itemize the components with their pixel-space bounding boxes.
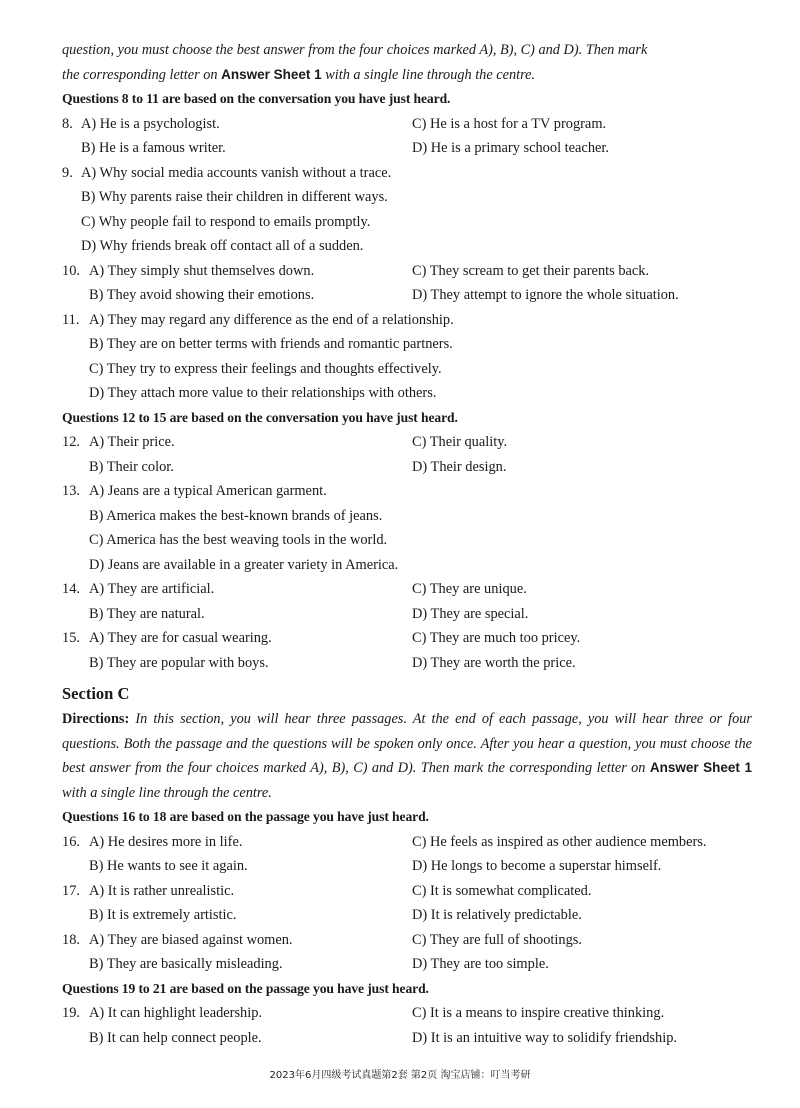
question-12-row-1	[62, 430, 752, 455]
question-group-header: Questions 12 to 15 are based on the conversation you have just heard.	[62, 409, 458, 425]
question-13-row-2	[62, 504, 752, 529]
question-19-row-1	[62, 1001, 752, 1026]
option-d[interactable]: D) It is relatively predictable.	[412, 907, 582, 923]
question-16-row-1	[62, 830, 752, 855]
option-c[interactable]: C) They try to express their feelings and thoughts effectively.	[89, 360, 442, 377]
page-footer: 2023年6月四级考试真题第2套 第2页 淘宝店铺：叮当考研	[269, 1070, 531, 1081]
question-11-row-2	[62, 332, 752, 357]
question-number: 18.	[62, 931, 80, 948]
question-11-row-4	[62, 381, 752, 406]
directions-text: with a single line through the centre.	[62, 784, 272, 801]
option-b[interactable]: B) It is extremely artistic.	[89, 907, 237, 923]
question-number: 17.	[62, 882, 80, 899]
option-a[interactable]: A) They may regard any difference as the end of a relationship.	[89, 311, 454, 328]
directions-text: the corresponding letter on	[62, 66, 222, 83]
option-a[interactable]: A) They are artificial.	[89, 581, 215, 597]
option-b[interactable]: B) He wants to see it again.	[89, 858, 248, 874]
question-18-row-1	[62, 928, 752, 953]
option-d[interactable]: D) Why friends break off contact all of a sudden.	[81, 238, 364, 254]
question-11-row-1	[62, 308, 752, 333]
question-number: 15.	[62, 630, 80, 646]
directions-label: Directions:	[62, 711, 130, 727]
option-b[interactable]: B) It can help connect people.	[89, 1029, 262, 1046]
option-c[interactable]: C) They are full of shootings.	[412, 931, 582, 948]
directions-continued-line-2	[62, 63, 752, 88]
option-d[interactable]: D) It is an intuitive way to solidify friendship.	[412, 1029, 677, 1046]
directions-text: with a single line through the centre.	[321, 66, 536, 83]
option-d[interactable]: D) They are too simple.	[412, 956, 549, 972]
option-a[interactable]: A) Jeans are a typical American garment.	[89, 483, 327, 499]
question-10-row-1	[62, 259, 752, 284]
question-17-row-1	[62, 879, 752, 904]
question-number: 10.	[62, 262, 80, 279]
directions-text: In this section, you will hear three passages. At the end of each passage, you will hear three or four questions. Both the passage and the questions will be spoken only once. After you hear a question, you must choose the best answer from the four choices marked A), B), C) and D). Then mark the corresponding letter on	[62, 711, 752, 776]
question-9-row-4	[62, 234, 752, 259]
question-9-row-3	[62, 210, 752, 235]
question-number: 14.	[62, 581, 80, 597]
question-number: 12.	[62, 434, 80, 450]
option-a[interactable]: A) He is a psychologist.	[81, 115, 220, 132]
question-18-row-2	[62, 952, 752, 977]
question-number: 19.	[62, 1005, 80, 1021]
question-group-header: Questions 16 to 18 are based on the passage you have just heard.	[62, 809, 429, 824]
option-b[interactable]: B) America makes the best-known brands of jeans.	[89, 507, 383, 524]
question-17-row-2	[62, 903, 752, 928]
question-12-row-2	[62, 455, 752, 480]
option-d[interactable]: D) They are special.	[412, 605, 529, 622]
option-d[interactable]: D) He longs to become a superstar himself.	[412, 858, 662, 874]
question-15-row-1	[62, 626, 752, 651]
question-16-row-2	[62, 854, 752, 879]
question-8-row-2	[62, 136, 752, 161]
option-b[interactable]: B) They are natural.	[89, 605, 205, 622]
question-number: 13.	[62, 483, 80, 499]
option-b[interactable]: B) They avoid showing their emotions.	[89, 287, 315, 303]
directions-continued-line-1: question, you must choose the best answer from the four choices marked A), B), C) and D). Then mark	[62, 42, 648, 58]
question-number: 11.	[62, 311, 80, 328]
option-d[interactable]: D) They are worth the price.	[412, 654, 576, 671]
answer-sheet-label: Answer Sheet 1	[221, 66, 322, 82]
question-10-row-2	[62, 283, 752, 308]
option-c[interactable]: C) They are much too pricey.	[412, 630, 581, 646]
question-15-row-2	[62, 651, 752, 676]
question-11-row-3	[62, 357, 752, 382]
option-d[interactable]: D) He is a primary school teacher.	[412, 140, 609, 156]
option-c[interactable]: C) He feels as inspired as other audience members.	[412, 833, 707, 850]
option-b[interactable]: B) They are popular with boys.	[89, 654, 269, 671]
answer-sheet-label: Answer Sheet 1	[649, 760, 752, 775]
option-a[interactable]: A) It can highlight leadership.	[89, 1005, 263, 1021]
option-d[interactable]: D) They attempt to ignore the whole situation.	[412, 287, 679, 303]
option-c[interactable]: C) They scream to get their parents back.	[412, 262, 650, 279]
question-group-header: Questions 19 to 21 are based on the passage you have just heard.	[62, 980, 429, 996]
section-c-directions	[62, 707, 752, 805]
option-b[interactable]: B) Their color.	[89, 458, 174, 475]
question-13-row-4	[62, 553, 752, 578]
question-number: 16.	[62, 833, 80, 850]
question-19-row-2	[62, 1026, 752, 1051]
option-c[interactable]: C) He is a host for a TV program.	[412, 115, 607, 132]
option-a[interactable]: A) It is rather unrealistic.	[89, 882, 235, 899]
option-c[interactable]: C) They are unique.	[412, 581, 527, 597]
option-a[interactable]: A) Their price.	[89, 434, 175, 450]
option-c[interactable]: C) America has the best weaving tools in the world.	[89, 532, 388, 548]
option-c[interactable]: C) Their quality.	[412, 434, 508, 450]
option-b[interactable]: B) He is a famous writer.	[81, 140, 226, 156]
option-c[interactable]: C) Why people fail to respond to emails promptly.	[81, 213, 371, 230]
question-group-header: Questions 8 to 11 are based on the conversation you have just heard.	[62, 91, 451, 106]
option-d[interactable]: D) Their design.	[412, 458, 507, 475]
question-number: 9.	[62, 164, 73, 181]
option-a[interactable]: A) They simply shut themselves down.	[89, 262, 315, 279]
option-a[interactable]: A) They are for casual wearing.	[89, 630, 272, 646]
question-14-row-2	[62, 602, 752, 627]
question-13-row-3	[62, 528, 752, 553]
option-b[interactable]: B) They are on better terms with friends and romantic partners.	[89, 336, 453, 352]
option-b[interactable]: B) Why parents raise their children in different ways.	[81, 189, 388, 205]
section-c-title: Section C	[62, 684, 130, 703]
question-number: 8.	[62, 115, 73, 132]
option-b[interactable]: B) They are basically misleading.	[89, 956, 283, 972]
question-13-row-1	[62, 479, 752, 504]
option-d[interactable]: D) They attach more value to their relationships with others.	[89, 385, 437, 401]
option-d[interactable]: D) Jeans are available in a greater variety in America.	[89, 556, 399, 573]
exam-page	[62, 38, 752, 1050]
option-a[interactable]: A) They are biased against women.	[89, 931, 293, 948]
question-9-row-1	[62, 161, 752, 186]
question-9-row-2	[62, 185, 752, 210]
option-a[interactable]: A) Why social media accounts vanish without a trace.	[81, 164, 392, 181]
question-8-row-1	[62, 112, 752, 137]
option-c[interactable]: C) It is somewhat complicated.	[412, 882, 592, 899]
option-a[interactable]: A) He desires more in life.	[89, 833, 243, 850]
option-c[interactable]: C) It is a means to inspire creative thinking.	[412, 1005, 665, 1021]
question-14-row-1	[62, 577, 752, 602]
